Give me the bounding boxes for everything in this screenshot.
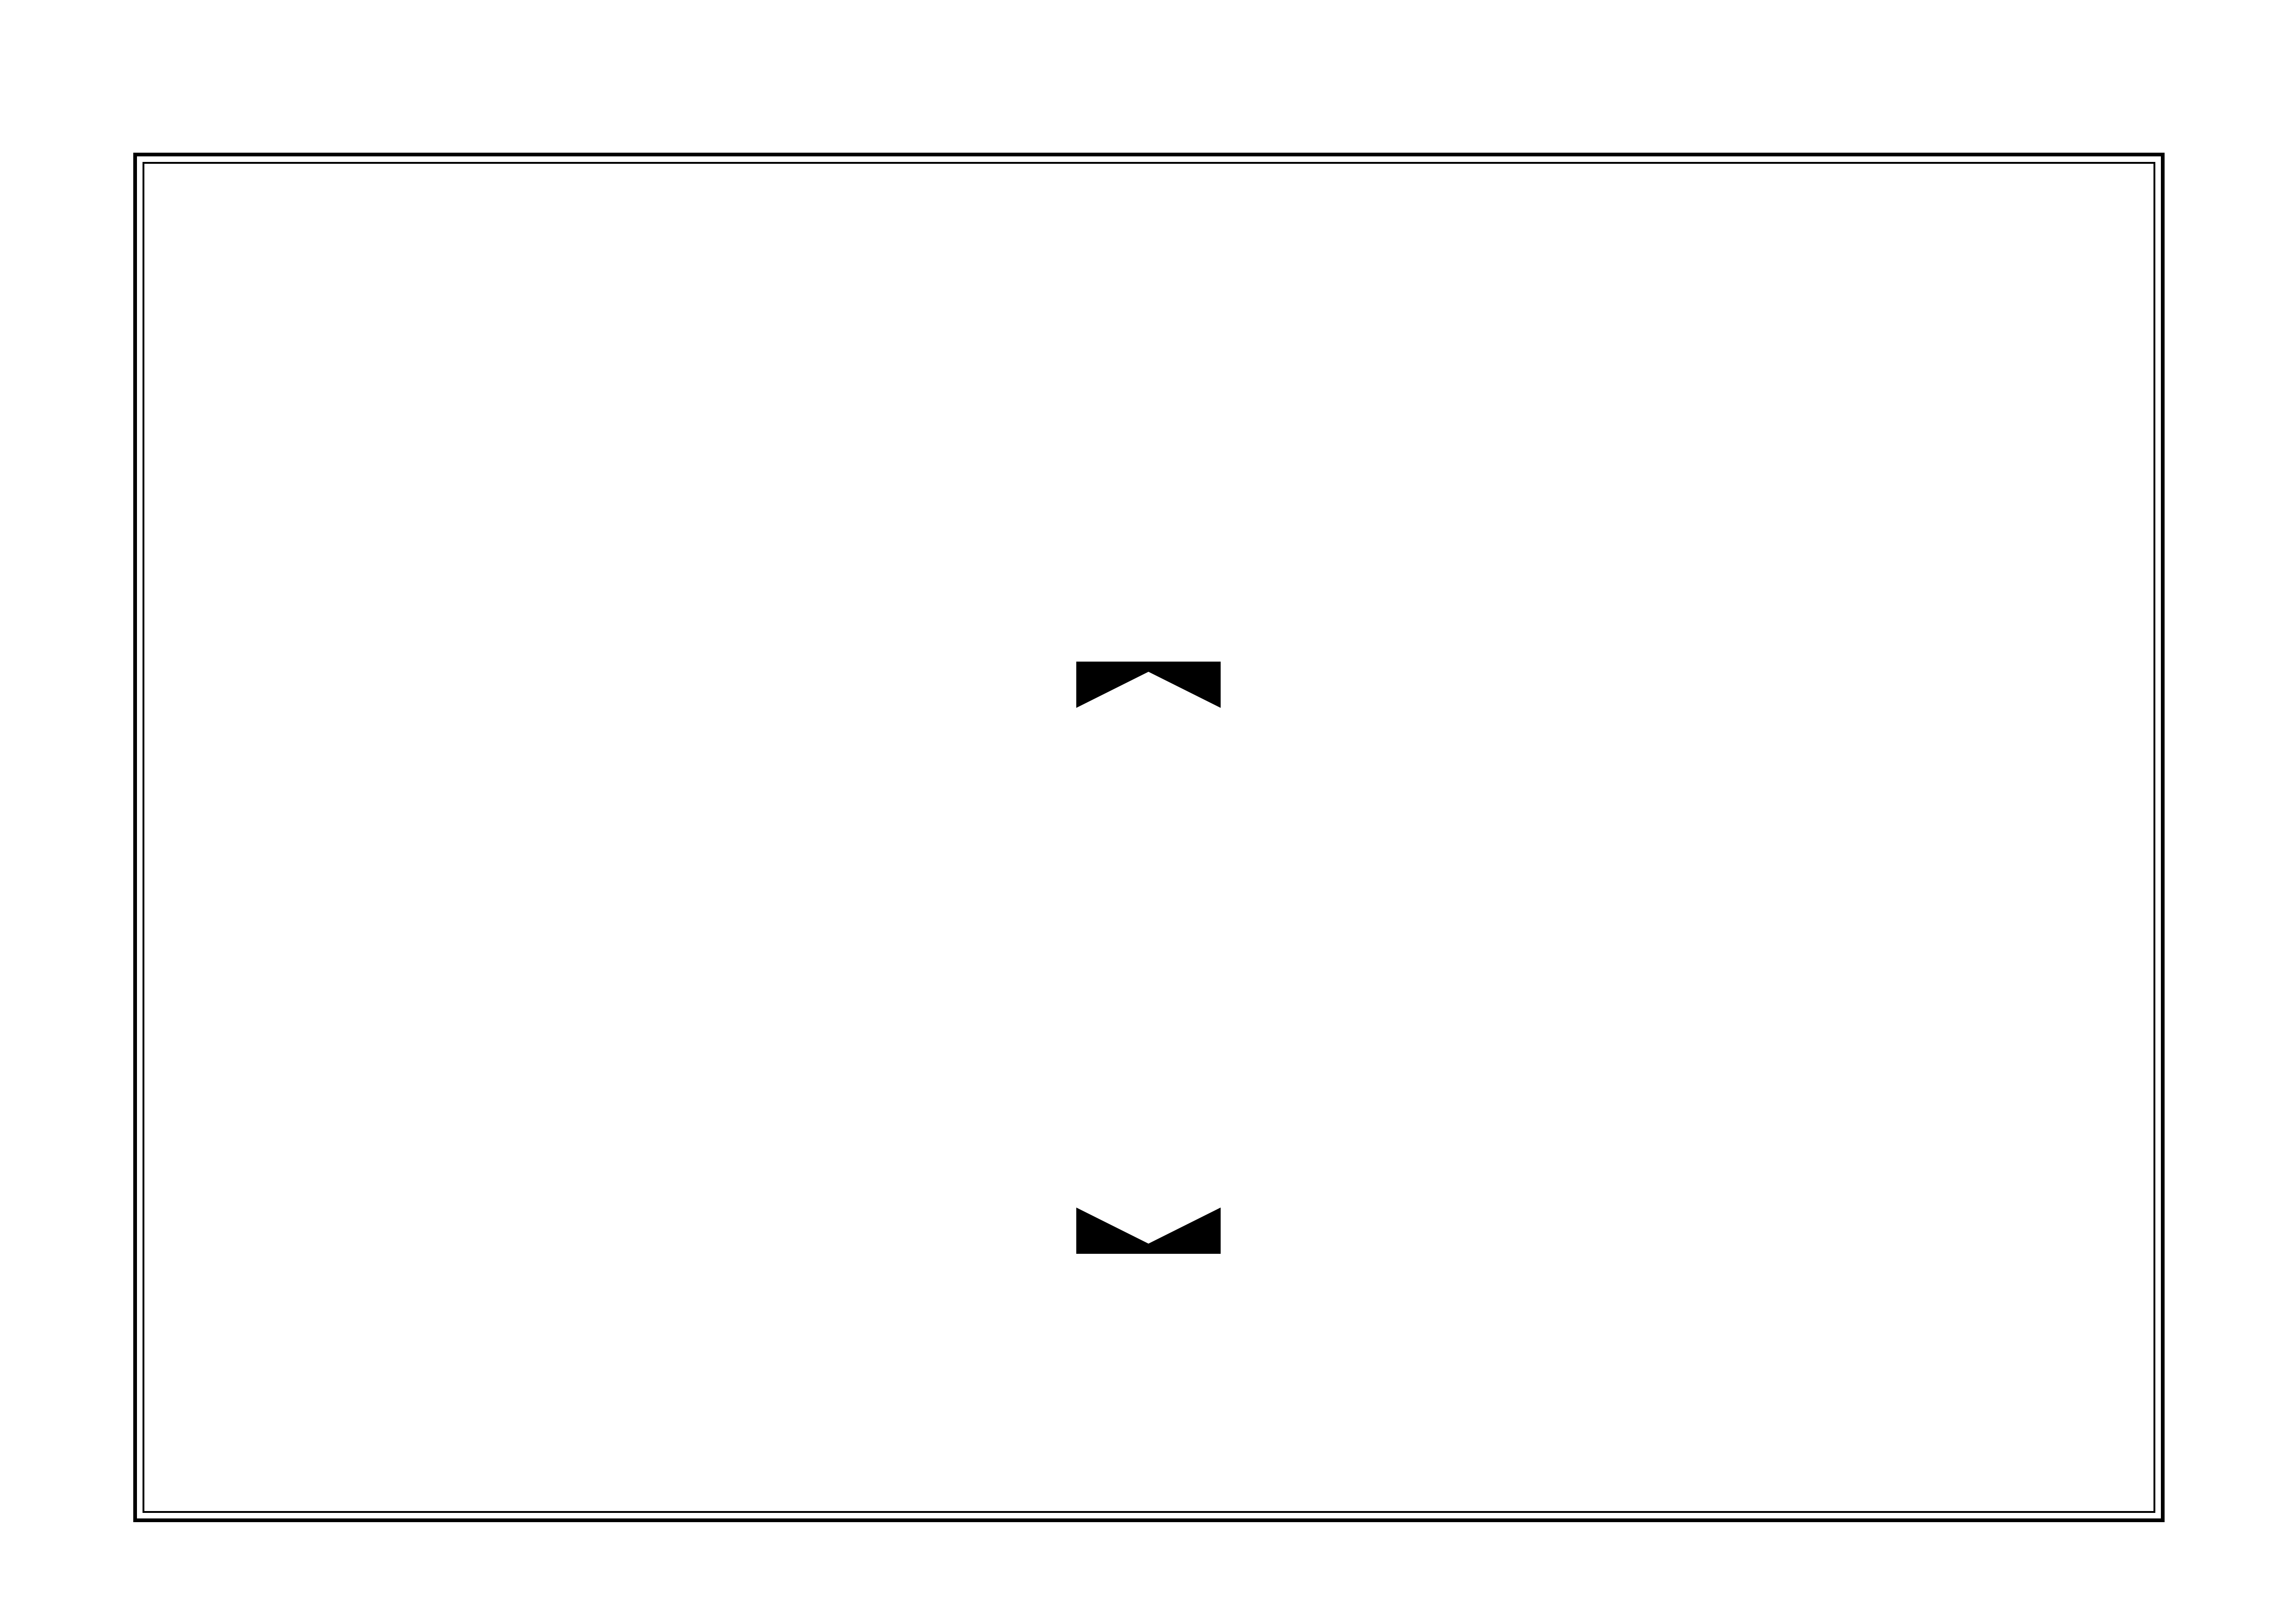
spine-fishtail-bottom <box>1076 1208 1221 1254</box>
spine-fishtail-top <box>1076 662 1221 708</box>
page-border-inner <box>143 162 2155 1513</box>
